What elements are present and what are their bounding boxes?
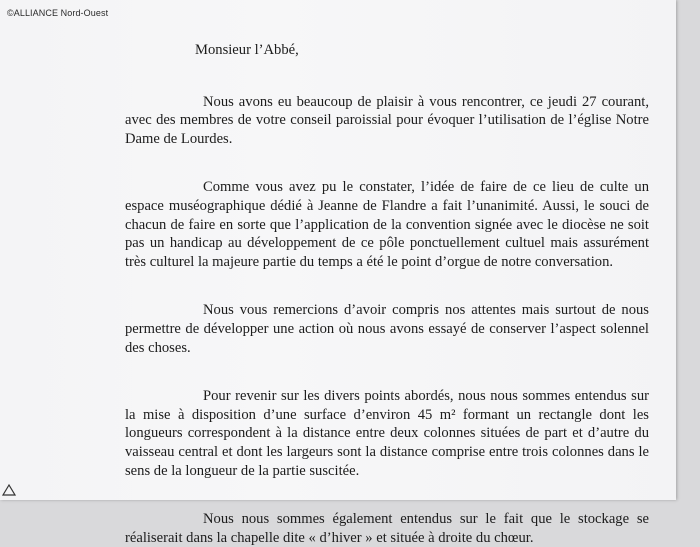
triangle-mark-icon xyxy=(2,482,16,496)
paragraph-surface: Pour revenir sur les divers points abordés, nous nous sommes entendus sur la mise à disposition d’une surface d’environ 45 m² formant un rectangle dont les longueurs correspondent à la distance entre deux colonnes situées de part et d’autre du vaisseau central et dont les largeurs sont la distance comprise entre trois colonnes dans le sens de la longueur de la partie suscitée. xyxy=(125,388,649,479)
copyright-watermark: ©ALLIANCE Nord-Ouest xyxy=(7,8,109,18)
paragraph-thanks: Nous vous remercions d’avoir compris nos attentes mais surtout de nous permettre de développer une action où nous avons essayé de conserver l’aspect solennel des choses. xyxy=(125,302,649,356)
letter-body xyxy=(125,41,649,547)
salutation: Monsieur l’Abbé, xyxy=(195,42,299,58)
paragraph-storage: Nous nous sommes également entendus sur le fait que le stockage se réaliserait dans la chapelle dite « d’hiver » et située à droite du chœur. xyxy=(125,511,649,546)
paragraph-meeting: Nous avons eu beaucoup de plaisir à vous rencontrer, ce jeudi 27 courant, avec des membres de votre conseil paroissial pour évoquer l’utilisation de l’église Notre Dame de Lourdes. xyxy=(125,93,649,147)
paragraph-museum-space: Comme vous avez pu le constater, l’idée de faire de ce lieu de culte un espace muséographique dédié à Jeanne de Flandre a fait l’unanimité. Aussi, le souci de chacun de faire en sorte que l’application de la convention signée avec le diocèse ne soit pas un handicap au développement de ce pôle ponctuellement cultuel mais assurément très culturel la majeure partie du temps a été le point d’orgue de notre conversation. xyxy=(125,179,649,270)
